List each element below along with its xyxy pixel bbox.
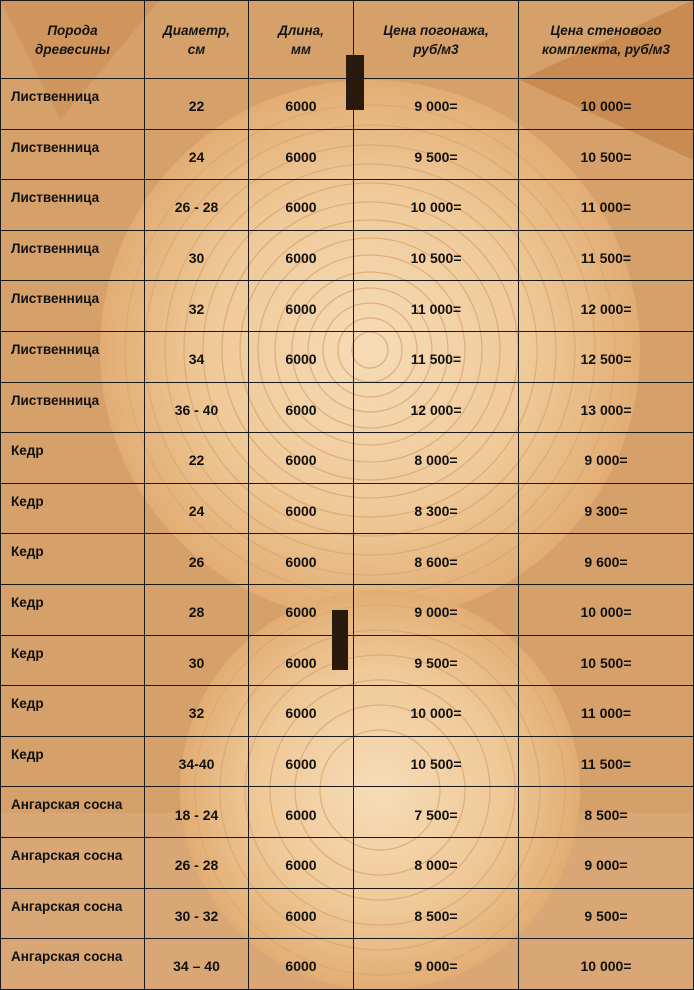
table-row (1, 584, 694, 635)
cell-diameter: 32 (145, 686, 249, 737)
cell-length: 6000 (249, 331, 354, 382)
cell-price: 9 500= (354, 635, 519, 686)
cell-price: 8 600= (354, 534, 519, 585)
cell-diameter: 24 (145, 483, 249, 534)
cell-length: 6000 (249, 180, 354, 231)
cell-wall-price: 9 300= (519, 483, 694, 534)
cell-wood: Лиственница (1, 382, 145, 433)
table-row (1, 888, 694, 939)
cell-length: 6000 (249, 939, 354, 990)
cell-wall-price: 8 500= (519, 787, 694, 838)
table-row (1, 635, 694, 686)
cell-price: 12 000= (354, 382, 519, 433)
cell-price: 10 000= (354, 686, 519, 737)
header-row (1, 1, 694, 79)
header-diameter: Диаметр, см (145, 1, 249, 79)
table-row (1, 230, 694, 281)
cell-diameter: 24 (145, 129, 249, 180)
cell-diameter: 22 (145, 433, 249, 484)
cell-diameter: 26 - 28 (145, 837, 249, 888)
cell-price: 8 300= (354, 483, 519, 534)
cell-wall-price: 11 000= (519, 686, 694, 737)
cell-wood: Ангарская сосна (1, 837, 145, 888)
table-row (1, 129, 694, 180)
table-row (1, 939, 694, 990)
cell-diameter: 26 (145, 534, 249, 585)
cell-wood: Ангарская сосна (1, 939, 145, 990)
cell-diameter: 34 (145, 331, 249, 382)
cell-price: 8 000= (354, 433, 519, 484)
cell-wall-price: 13 000= (519, 382, 694, 433)
table-row (1, 180, 694, 231)
cell-length: 6000 (249, 584, 354, 635)
header-wood-type: Порода древесины (1, 1, 145, 79)
table-row (1, 736, 694, 787)
cell-length: 6000 (249, 281, 354, 332)
cell-wood: Ангарская сосна (1, 787, 145, 838)
cell-length: 6000 (249, 79, 354, 130)
cell-diameter: 30 (145, 230, 249, 281)
cell-length: 6000 (249, 483, 354, 534)
cell-length: 6000 (249, 534, 354, 585)
cell-length: 6000 (249, 230, 354, 281)
cell-price: 9 500= (354, 129, 519, 180)
cell-diameter: 22 (145, 79, 249, 130)
header-wall-kit-price: Цена стенового комплекта, руб/м3 (519, 1, 694, 79)
cell-diameter: 30 - 32 (145, 888, 249, 939)
cell-wood: Лиственница (1, 331, 145, 382)
cell-price: 8 500= (354, 888, 519, 939)
cell-wall-price: 9 600= (519, 534, 694, 585)
cell-price: 9 000= (354, 79, 519, 130)
cell-wood: Кедр (1, 433, 145, 484)
cell-price: 11 000= (354, 281, 519, 332)
table-row (1, 79, 694, 130)
cell-wall-price: 12 000= (519, 281, 694, 332)
table-row (1, 433, 694, 484)
cell-wood: Лиственница (1, 230, 145, 281)
cell-wood: Кедр (1, 483, 145, 534)
cell-diameter: 26 - 28 (145, 180, 249, 231)
cell-wood: Ангарская сосна (1, 888, 145, 939)
cell-price: 9 000= (354, 584, 519, 635)
table-row (1, 787, 694, 838)
cell-length: 6000 (249, 635, 354, 686)
cell-diameter: 34 – 40 (145, 939, 249, 990)
cell-length: 6000 (249, 433, 354, 484)
cell-length: 6000 (249, 787, 354, 838)
cell-diameter: 18 - 24 (145, 787, 249, 838)
cell-wall-price: 10 500= (519, 129, 694, 180)
cell-wall-price: 9 500= (519, 888, 694, 939)
cell-price: 7 500= (354, 787, 519, 838)
cell-diameter: 28 (145, 584, 249, 635)
header-length: Длина, мм (249, 1, 354, 79)
cell-wood: Кедр (1, 736, 145, 787)
table-row (1, 331, 694, 382)
cell-wall-price: 9 000= (519, 433, 694, 484)
cell-price: 9 000= (354, 939, 519, 990)
cell-wall-price: 10 000= (519, 939, 694, 990)
cell-length: 6000 (249, 686, 354, 737)
cell-wall-price: 11 500= (519, 230, 694, 281)
table-row (1, 281, 694, 332)
cell-wood: Кедр (1, 584, 145, 635)
cell-wood: Кедр (1, 635, 145, 686)
cell-diameter: 32 (145, 281, 249, 332)
cell-wood: Лиственница (1, 129, 145, 180)
header-price-per-meter: Цена погонажа, руб/м3 (354, 1, 519, 79)
cell-length: 6000 (249, 736, 354, 787)
table-row (1, 382, 694, 433)
table-row (1, 686, 694, 737)
cell-wood: Лиственница (1, 281, 145, 332)
cell-wall-price: 10 000= (519, 584, 694, 635)
cell-wood: Лиственница (1, 79, 145, 130)
cell-wood: Лиственница (1, 180, 145, 231)
cell-wall-price: 10 000= (519, 79, 694, 130)
cell-wood: Кедр (1, 534, 145, 585)
cell-price: 10 500= (354, 230, 519, 281)
cell-length: 6000 (249, 129, 354, 180)
cell-length: 6000 (249, 837, 354, 888)
cell-length: 6000 (249, 888, 354, 939)
cell-price: 10 500= (354, 736, 519, 787)
table-row (1, 483, 694, 534)
cell-length: 6000 (249, 382, 354, 433)
cell-wall-price: 10 500= (519, 635, 694, 686)
table-row (1, 837, 694, 888)
cell-price: 8 000= (354, 837, 519, 888)
cell-wall-price: 11 500= (519, 736, 694, 787)
cell-price: 11 500= (354, 331, 519, 382)
cell-wall-price: 9 000= (519, 837, 694, 888)
cell-diameter: 30 (145, 635, 249, 686)
price-rows (1, 79, 694, 990)
cell-wood: Кедр (1, 686, 145, 737)
cell-wall-price: 11 000= (519, 180, 694, 231)
cell-diameter: 34-40 (145, 736, 249, 787)
cell-diameter: 36 - 40 (145, 382, 249, 433)
cell-price: 10 000= (354, 180, 519, 231)
table-row (1, 534, 694, 585)
cell-wall-price: 12 500= (519, 331, 694, 382)
